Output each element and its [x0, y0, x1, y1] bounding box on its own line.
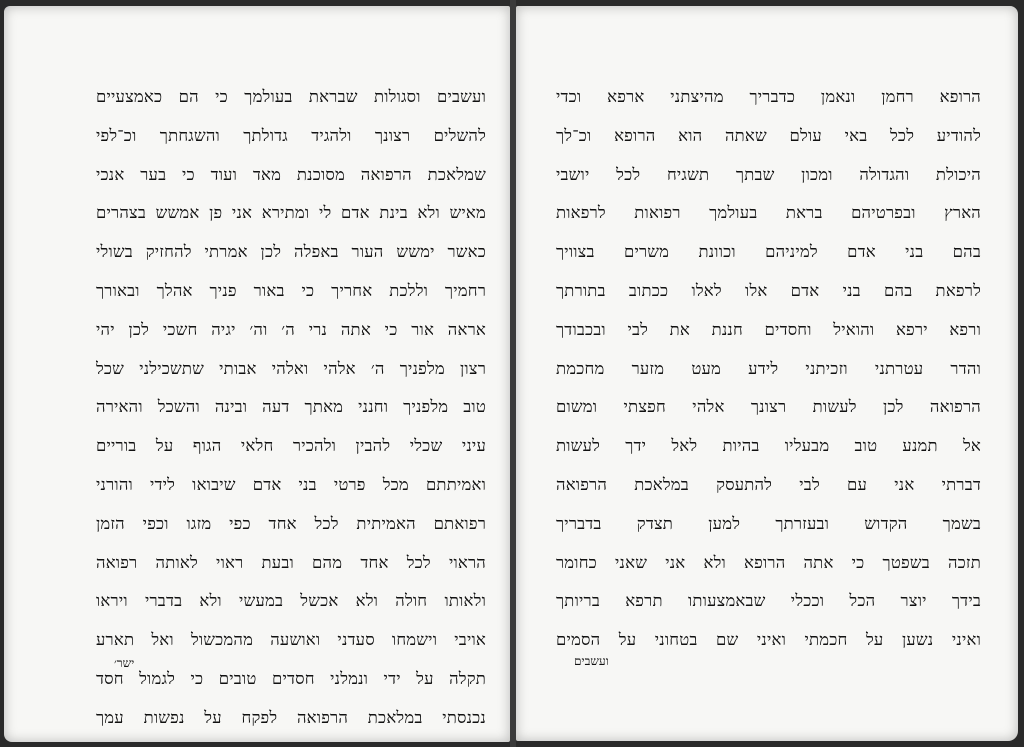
right-page-text — [556, 78, 981, 660]
text-line: בשמך הקדוש ובעזרתך למען תצדק בדבריך — [556, 513, 981, 533]
text-line: כאשר ימשש העור באפלה לכן אמרתי להחזיק בשולי — [96, 242, 486, 262]
text-line: בידך יוצר הכל וככלי שבאמצעותו תרפא בריותך — [556, 591, 981, 611]
text-line: ואיני נשען על חכמתי ואיני שם בטחוני על הסמים — [556, 630, 981, 650]
text-line: הרופא רחמן ונאמן כדבריך מהיצתני ארפא וכדי — [556, 87, 981, 106]
left-page — [4, 6, 510, 742]
text-line: אויבי וישמחו סעדני ואושעה מהמכשול ואל תארע — [96, 630, 486, 650]
text-line: רחמיך וללכת אחריך כי באור פניך אהלך ובאורך — [96, 280, 486, 300]
text-line: רצון מלפניך ה׳ אלהי ואלהי אבותי שתשכילני שכל — [96, 358, 486, 378]
text-line: ורפא ירפא והואיל וחסדים חננת את לבי ובכבודך — [556, 319, 981, 339]
text-line: ולאותו חולה ולא אכשל במעשי ולא בדברי ויראו — [96, 591, 486, 611]
text-line: עיני שכלי להבין ולהכיר חלאי הגוף על בוריים — [96, 436, 486, 456]
text-line: שמלאכת הרפואה מסוכנת מאד ועוד כי בער אנכי — [96, 164, 486, 184]
text-line: רפואתם האמיתית לכל אחד כפי מזגו וכפי הזמן — [96, 513, 486, 533]
text-line: אראה אור כי אתה נרי ה׳ וה׳ יגיה חשכי לכן יהי — [96, 319, 486, 339]
text-line: ואמיתתם מכל פרטי בני אדם שיבואו לידי והורני — [96, 474, 486, 494]
text-line: אל תמנע טוב מבעליו בהיות לאל ידך לעשות — [556, 436, 981, 456]
right-page-catchword: ועשבים — [574, 654, 609, 668]
text-line: היכולת והגדולה ומכון שבתך תשגיח לכל יושבי — [556, 164, 981, 184]
text-line: הרפואה לכן לעשות רצונך אלהי חפצתי ומשום — [556, 397, 981, 417]
right-page — [516, 6, 1018, 741]
text-line: נכנסתי במלאכת הרפואה לפקח על נפשות עמך — [96, 707, 486, 727]
text-line: להשלים רצונך ולהגיד גדולתך והשגחתך וכ־לפי — [96, 125, 486, 145]
text-line: לרפאת בהם בני אדם אלו לאלו ככתוב בתורתך — [556, 280, 981, 300]
text-line: תזכה בשפטך כי אתה הרופא ולא אני שאני כחומר — [556, 552, 981, 572]
text-line: הראוי לכל אחד מהם ובעת ראוי לאותה רפואה — [96, 552, 486, 572]
text-line: טוב מלפניך וחנני מאתך דעה ובינה והשכל והאירה — [96, 397, 486, 417]
text-line: מאיש ולא בינת אדם לי ומתירא אני פן אמשש בצהרים — [96, 203, 486, 223]
text-line: הארץ ובפרטיהם בראת בעולמך רפואות לרפאות — [556, 203, 981, 223]
text-line: בהם בני אדם למיניהם וכוונת משרים בצוויך — [556, 242, 981, 262]
left-page-text — [96, 78, 486, 738]
text-line: ועשבים וסגולות שבראת בעולמך כי הם כאמצעיים — [96, 87, 486, 106]
text-line: והדר עטרתני וזכיתני לידע מעט מזער מחכמת — [556, 358, 981, 378]
left-page-catchword: ישר׳ — [114, 656, 135, 670]
text-line: להודיע לכל באי עולם שאתה הוא הרופא וכ־לך — [556, 125, 981, 145]
text-line: דברתי אני עם לבי להתעסק במלאכת הרפואה — [556, 474, 981, 494]
text-line: תקלה על ידי ונמלני חסדים טובים כי לגמול חסד — [96, 668, 486, 688]
